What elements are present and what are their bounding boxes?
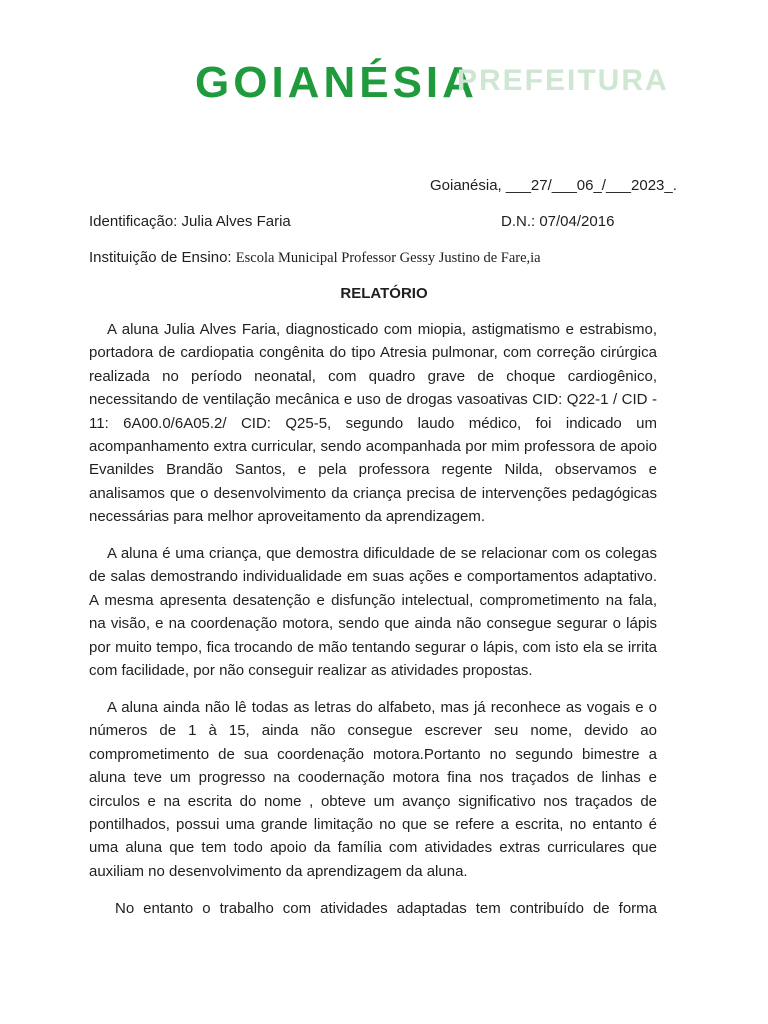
paragraph-4: No entanto o trabalho com atividades adaptadas tem contribuído de forma xyxy=(115,900,657,917)
date-of-birth: D.N.: 07/04/2016 xyxy=(501,213,615,230)
identification-label: Identificação: Julia Alves Faria xyxy=(89,213,291,230)
report-title: RELATÓRIO xyxy=(340,285,428,302)
date-line: Goianésia, ___27/___06_/___2023_. xyxy=(430,177,677,194)
paragraph-1: A aluna Julia Alves Faria, diagnosticado com miopia, astigmatismo e estrabismo, portadora de cardiopatia congênita do tipo Atresia pulmonar, com correção cirúrgica realizada no período neonatal, com quadro grave de choque cardiogênico, necessitando de ventilação mecânica e uso de drogas vasoativas CID: Q22-1 / CID - 11: 6A00.0/6A05.2/ CID: Q25-5, segundo laudo médico, foi indicado um acompanhamento extra curricular, sendo acompanhada por mim professora de apoio Evanildes Brandão Santos, e pela professora regente Nilda, observamos e analisamos que o desenvolvimento da criança precisa de intervenções pedagógicas necessárias para melhor aproveitamento da aprendizagem. xyxy=(89,321,657,526)
header-logo xyxy=(195,58,669,107)
paragraph-2: A aluna é uma criança, que demostra dificuldade de se relacionar com os colegas de salas demostrando individualidade em suas ações e comportamentos adaptativo. A mesma apresenta desatenção e disfunção intelectual, comprometimento na fala, na visão, e na coordenação motora, sendo que ainda não consegue segurar o lápis por muito tempo, fica trocando de mão tentando segurar o lápis, com isto ela se irrita com facilidade, por não conseguir realizar as atividades propostas. xyxy=(89,545,657,680)
institution-line xyxy=(89,248,541,268)
logo-faint-text: PREFEITURA xyxy=(457,64,669,97)
institution-name: Escola Municipal Professor Gessy Justino de Fare,ia xyxy=(235,250,541,266)
institution-label: Instituição de Ensino: xyxy=(89,249,236,266)
logo-text: GOIANÉSIA xyxy=(195,58,478,107)
paragraph-3: A aluna ainda não lê todas as letras do alfabeto, mas já reconhece as vogais e o números de 1 à 15, ainda não consegue escrever seu nome, devido ao comprometimento de sua coordenação motora.Portanto no segundo bimestre a aluna teve um progresso na coodernação motora fina nos traçados de linhas e circulos e na escrita do nome , obteve um avanço significativo nos traçados de pontilhados, possui uma grande limitação no que se refere a escrita, no entanto é uma aluna que tem todo apoio da família com atividades extras curriculares que auxiliam no desenvolvimento da aprendizagem da aluna. xyxy=(89,699,657,880)
